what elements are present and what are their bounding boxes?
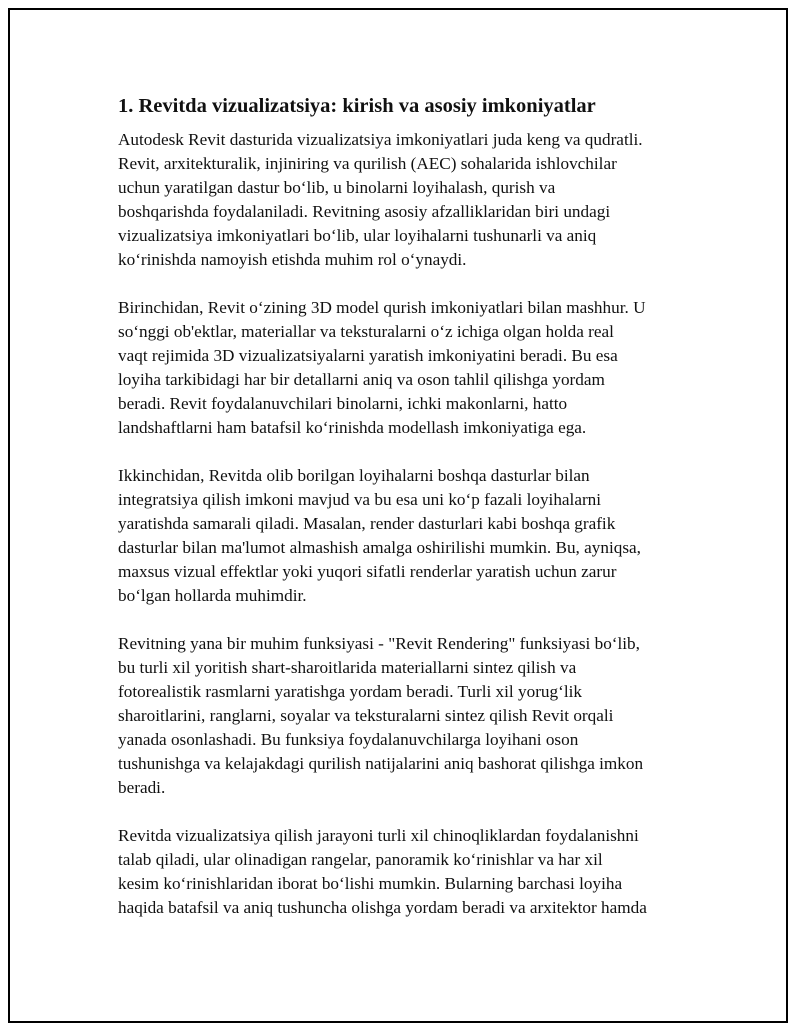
text-line: sharoitlarini, ranglarni, soyalar va teksturalarni sintez qilish Revit orqali	[118, 706, 614, 725]
text-line: ko‘rinishda namoyish etishda muhim rol o‘ynaydi.	[118, 250, 467, 269]
text-line: bo‘lgan hollarda muhimdir.	[118, 586, 307, 605]
text-line: beradi.	[118, 778, 166, 797]
text-line: yaratishda samarali qiladi. Masalan, render dasturlari kabi boshqa grafik	[118, 514, 616, 533]
text-line: fotorealistik rasmlarni yaratishga yordam beradi. Turli xil yorug‘lik	[118, 682, 582, 701]
document-body	[118, 92, 688, 920]
text-line: talab qiladi, ular olinadigan rangelar, panoramik ko‘rinishlar va har xil	[118, 850, 603, 869]
text-line: Revitda vizualizatsiya qilish jarayoni turli xil chinoqliklardan foydalanishni	[118, 826, 639, 845]
text-line: so‘nggi ob'ektlar, materiallar va teksturalarni o‘z ichiga olgan holda real	[118, 322, 614, 341]
text-line: maxsus vizual effektlar yoki yuqori sifatli renderlar yaratish uchun zarur	[118, 562, 617, 581]
paragraph-gap	[118, 608, 688, 632]
paragraph-gap	[118, 272, 688, 296]
paragraph-gap	[118, 440, 688, 464]
text-line: beradi. Revit foydalanuvchilari binolarni, ichki makonlarni, hatto	[118, 394, 568, 413]
text-line: uchun yaratilgan dastur bo‘lib, u binolarni loyihalash, qurish va	[118, 178, 556, 197]
text-line: bu turli xil yoritish shart-sharoitlarida materiallarni sintez qilish va	[118, 658, 577, 677]
section-heading: 1. Revitda vizualizatsiya: kirish va asosiy imkoniyatlar	[118, 95, 596, 117]
paragraph-4	[118, 632, 688, 800]
text-line: Birinchidan, Revit o‘zining 3D model qurish imkoniyatlari bilan mashhur. U	[118, 298, 646, 317]
text-line: Ikkinchidan, Revitda olib borilgan loyihalarni boshqa dasturlar bilan	[118, 466, 590, 485]
paragraph-2	[118, 296, 688, 440]
text-line: haqida batafsil va aniq tushuncha olishga yordam beradi va arxitektor hamda	[118, 898, 647, 917]
text-line: Revitning yana bir muhim funksiyasi - "Revit Rendering" funksiyasi bo‘lib,	[118, 634, 640, 653]
text-line: boshqarishda foydalaniladi. Revitning asosiy afzalliklaridan biri undagi	[118, 202, 611, 221]
text-line: loyiha tarkibidagi har bir detallarni aniq va oson tahlil qilishga yordam	[118, 370, 605, 389]
text-line: Revit, arxitekturalik, injiniring va qurilish (AEC) sohalarida ishlovchilar	[118, 154, 617, 173]
text-line: vizualizatsiya imkoniyatlari bo‘lib, ular loyihalarni tushunarli va aniq	[118, 226, 597, 245]
text-line: yanada osonlashadi. Bu funksiya foydalanuvchilarga loyihani oson	[118, 730, 579, 749]
text-line: Autodesk Revit dasturida vizualizatsiya imkoniyatlari juda keng va qudratli.	[118, 130, 643, 149]
text-line: dasturlar bilan ma'lumot almashish amalga oshirilishi mumkin. Bu, ayniqsa,	[118, 538, 641, 557]
paragraph-5	[118, 824, 688, 920]
paragraph-gap	[118, 800, 688, 824]
text-line: vaqt rejimida 3D vizualizatsiyalarni yaratish imkoniyatini beradi. Bu esa	[118, 346, 618, 365]
text-line: kesim ko‘rinishlaridan iborat bo‘lishi mumkin. Bularning barchasi loyiha	[118, 874, 623, 893]
paragraph-1	[118, 128, 688, 272]
text-line: tushunishga va kelajakdagi qurilish natijalarini aniq bashorat qilishga imkon	[118, 754, 644, 773]
text-line: integratsiya qilish imkoni mavjud va bu esa uni ko‘p fazali loyihalarni	[118, 490, 602, 509]
paragraph-3	[118, 464, 688, 608]
text-line: landshaftlarni ham batafsil ko‘rinishda modellash imkoniyatiga ega.	[118, 418, 587, 437]
